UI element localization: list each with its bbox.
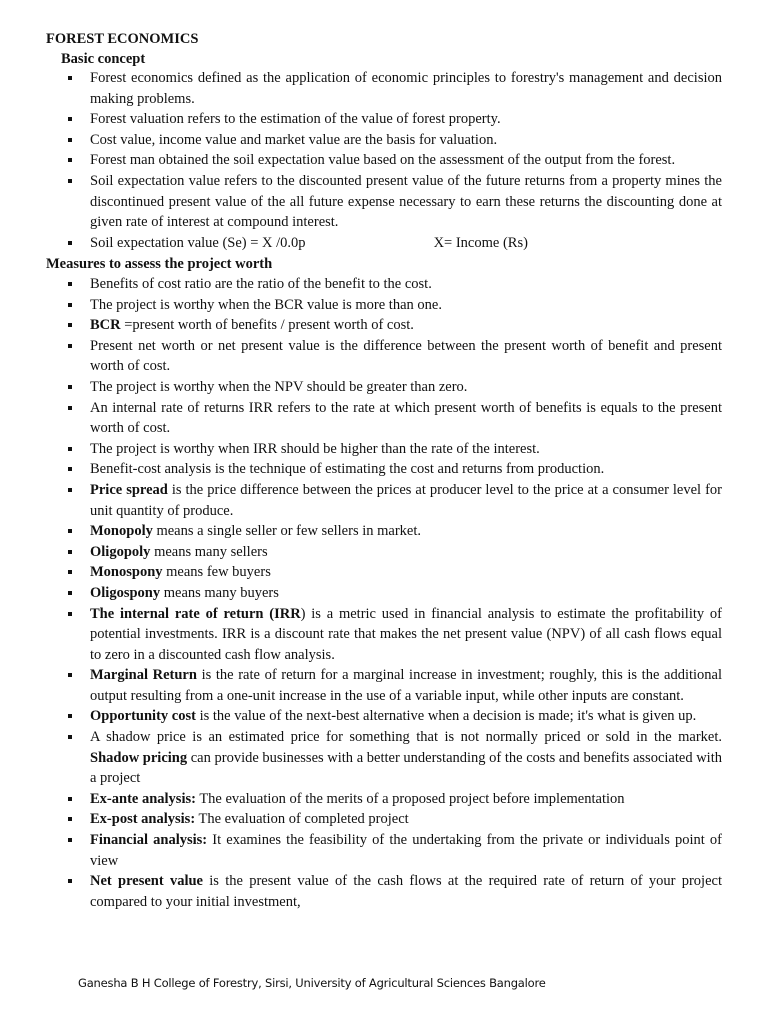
list-item	[90, 562, 722, 583]
list-item	[90, 480, 722, 521]
list-item	[90, 604, 722, 666]
list-item: Forest man obtained the soil expectation value based on the assessment of the output from the forest.	[90, 150, 722, 171]
list-text: is the present value of the cash flows at the required rate of return of your project compared to your initial investment,	[90, 873, 722, 910]
list-term: Marginal Return	[90, 667, 197, 684]
list-item	[90, 274, 722, 295]
list-text: means a single seller or few sellers in market.	[152, 523, 422, 540]
list-term: Shadow pricing	[90, 749, 188, 766]
list-item	[90, 583, 722, 604]
list-term: Oligopoly	[90, 543, 151, 560]
list-item	[90, 295, 722, 316]
list-term: Oligospony	[90, 584, 161, 601]
list-term: Price spread	[90, 481, 168, 498]
list-text: An internal rate of returns IRR refers to the rate at which present worth of benefits is equals to the present worth of cost.	[90, 399, 722, 437]
list-item	[90, 398, 722, 439]
basic-concept-list	[90, 68, 722, 253]
list-item: Forest valuation refers to the estimation of the value of forest property.	[90, 109, 722, 130]
list-item	[90, 706, 722, 727]
list-item	[90, 542, 722, 563]
list-text: A shadow price is an estimated price for something that is not normally priced or sold in the market.	[90, 729, 722, 746]
list-text: can provide businesses with a better understanding of the costs and benefits associated with a project	[90, 749, 722, 787]
list-item-shadow-price	[90, 727, 722, 789]
list-term: Opportunity cost	[90, 708, 196, 725]
project-worth-list	[90, 274, 722, 912]
list-item	[90, 809, 722, 830]
list-text: =present worth of benefits / present worth of cost.	[120, 317, 414, 334]
list-item	[90, 377, 722, 398]
list-text: Present net worth or net present value is the difference between the present worth of benefit and present worth of cost.	[90, 337, 722, 375]
list-text: is the rate of return for a marginal increase in investment; roughly, this is the additional output resulting from a one-unit increase in the use of a variable input, while other inputs are constant.	[90, 667, 722, 704]
list-item	[90, 459, 722, 480]
list-item-formula	[90, 233, 722, 254]
list-text: Benefits of cost ratio are the ratio of the benefit to the cost.	[90, 276, 432, 292]
page-footer: Ganesha B H College of Forestry, Sirsi, University of Agricultural Sciences Bangalore	[78, 976, 546, 990]
list-item: Forest economics defined as the application of economic principles to forestry's management and decision making problems.	[90, 68, 722, 109]
list-item	[90, 830, 722, 871]
list-item: Soil expectation value refers to the discounted present value of the future returns from a property mines the discontinued present value of the all future expense necessary to earn these returns the discounting done at given rate of interest at compound interest.	[90, 171, 722, 233]
list-text: The evaluation of completed project	[195, 811, 409, 828]
list-item: Cost value, income value and market value are the basis for valuation.	[90, 130, 722, 151]
list-text: means few buyers	[162, 564, 271, 581]
document-title: FOREST ECONOMICS	[46, 31, 199, 47]
list-term: BCR	[90, 317, 121, 334]
list-text: means many sellers	[150, 543, 268, 560]
list-text: ) is a metric used in financial analysis to estimate the profitability of potential investments. IRR is a discount rate that makes the net present value (NPV) of all cash flows equal to zero in a discounted cash flow analysis.	[90, 605, 722, 663]
list-term: Financial analysis:	[90, 832, 208, 849]
list-text: is the value of the next-best alternative when a decision is made; it's what is given up.	[195, 708, 697, 725]
section-heading-project-worth: Measures to assess the project worth	[46, 256, 273, 272]
list-term: Monopoly	[90, 523, 153, 540]
list-item	[90, 521, 722, 542]
list-term: Monospony	[90, 564, 163, 581]
list-term: Ex-ante analysis:	[90, 790, 196, 807]
list-text: is the price difference between the prices at producer level to the price at a consumer level for unit quantity of produce.	[90, 481, 722, 519]
list-item	[90, 789, 722, 810]
list-term: Net present value	[90, 873, 203, 890]
formula-text: Soil expectation value (Se) = X /0.0p	[90, 234, 306, 251]
list-term: Ex-post analysis:	[90, 811, 196, 828]
list-text: means many buyers	[160, 584, 279, 601]
list-text: The evaluation of the merits of a proposed project before implementation	[195, 790, 625, 807]
formula-note: X= Income (Rs)	[433, 234, 528, 251]
list-item	[90, 315, 722, 336]
list-text: The project is worthy when IRR should be higher than the rate of the interest.	[90, 440, 540, 457]
list-item	[90, 336, 722, 377]
section-heading-basic-concept: Basic concept	[61, 51, 146, 67]
list-item	[90, 439, 722, 460]
list-text: Benefit-cost analysis is the technique of estimating the cost and returns from production.	[90, 461, 605, 478]
list-text: The project is worthy when the BCR value is more than one.	[90, 296, 442, 313]
list-term: The internal rate of return (IRR	[90, 605, 301, 622]
list-text: It examines the feasibility of the undertaking from the private or individuals point of view	[90, 832, 722, 869]
list-item	[90, 871, 722, 912]
list-text: The project is worthy when the NPV should be greater than zero.	[90, 378, 468, 395]
list-item	[90, 665, 722, 706]
